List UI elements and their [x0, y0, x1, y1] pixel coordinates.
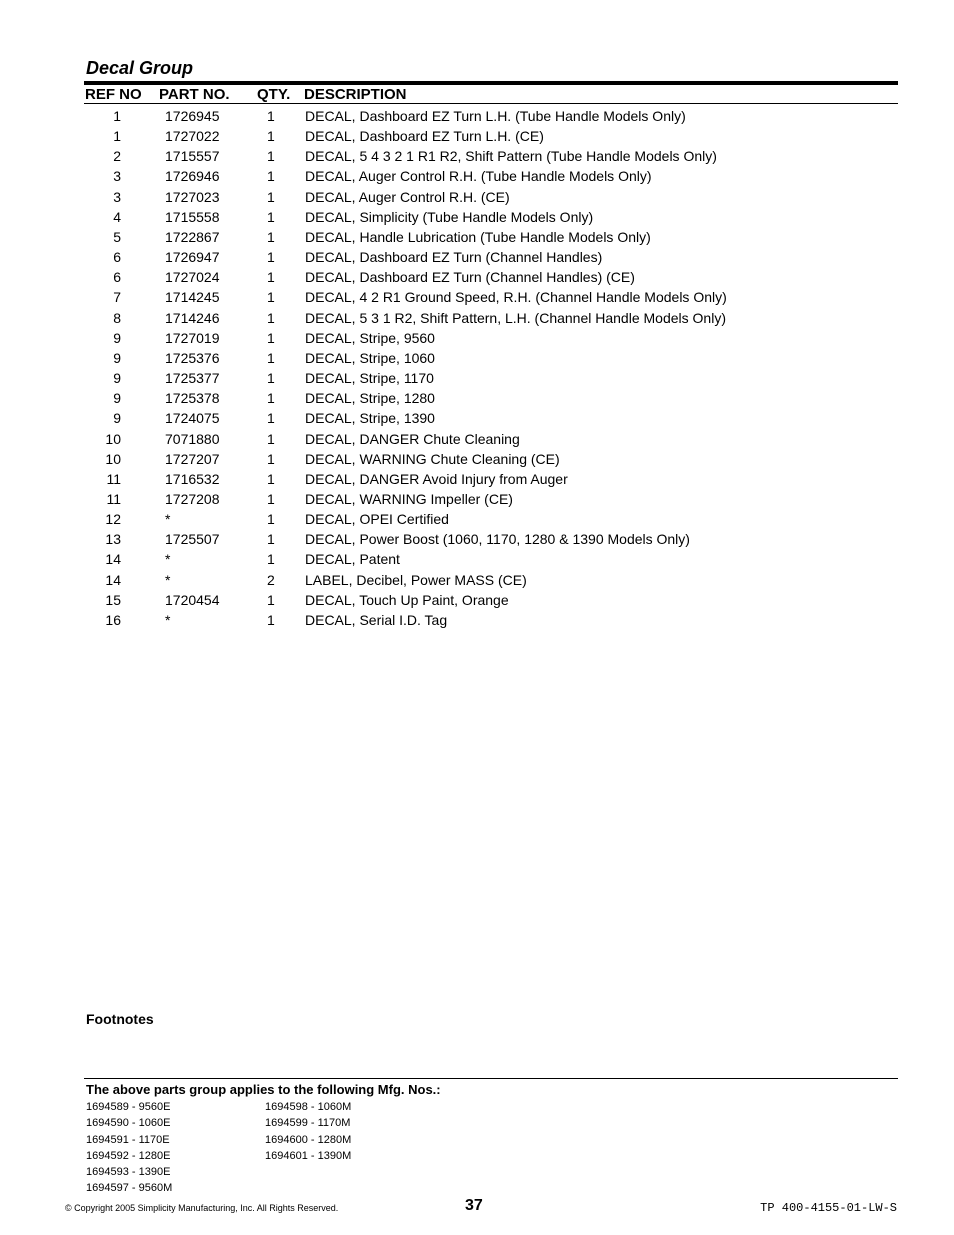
- mfg-number: 1694599 - 1170M: [265, 1117, 351, 1130]
- part-no-cell: *: [165, 511, 171, 528]
- part-no-cell: 7071880: [165, 430, 220, 447]
- table-row: [0, 408, 954, 428]
- table-row: [0, 328, 954, 348]
- part-no-cell: 1726947: [165, 249, 220, 266]
- qty-cell: 1: [267, 551, 275, 568]
- qty-cell: 1: [267, 430, 275, 447]
- ref-no-cell: 8: [113, 309, 121, 326]
- table-row: [0, 388, 954, 408]
- part-no-cell: 1727022: [165, 128, 220, 145]
- table-row: [0, 267, 954, 287]
- header-description: DESCRIPTION: [304, 86, 407, 103]
- table-row: [0, 247, 954, 267]
- ref-no-cell: 9: [113, 370, 121, 387]
- ref-no-cell: 1: [113, 128, 121, 145]
- qty-cell: 1: [267, 309, 275, 326]
- table-row: [0, 570, 954, 590]
- qty-cell: 1: [267, 289, 275, 306]
- table-row: [0, 207, 954, 227]
- mfg-number: 1694601 - 1390M: [265, 1149, 352, 1162]
- mfg-number: 1694598 - 1060M: [265, 1101, 352, 1113]
- mfg-number: 1694589 - 9560E: [86, 1101, 171, 1113]
- mfg-number: 1694591 - 1170E: [86, 1133, 170, 1146]
- qty-cell: 1: [267, 410, 275, 427]
- description-cell: DECAL, DANGER Chute Cleaning: [305, 430, 520, 447]
- header-rule: [84, 103, 898, 104]
- ref-no-cell: 7: [113, 289, 121, 306]
- description-cell: DECAL, Stripe, 1390: [305, 410, 435, 427]
- ref-no-cell: 11: [106, 490, 121, 507]
- description-cell: DECAL, Simplicity (Tube Handle Models Only): [305, 208, 594, 225]
- description-cell: DECAL, WARNING Chute Cleaning (CE): [305, 450, 560, 467]
- ref-no-cell: 9: [113, 390, 121, 407]
- table-row: [0, 509, 954, 529]
- description-cell: DECAL, Dashboard EZ Turn L.H. (CE): [305, 128, 544, 145]
- qty-cell: 1: [267, 450, 275, 467]
- ref-no-cell: 6: [113, 269, 121, 286]
- description-cell: DECAL, Dashboard EZ Turn L.H. (Tube Handle Models Only): [305, 108, 686, 124]
- part-no-cell: *: [165, 611, 171, 628]
- description-cell: DECAL, Power Boost (1060, 1170, 1280 & 1390 Models Only): [305, 531, 690, 548]
- table-row: [0, 469, 954, 489]
- table-row: [0, 146, 954, 166]
- qty-cell: 1: [267, 329, 275, 346]
- header-part-no: PART NO.: [159, 86, 230, 103]
- qty-cell: 1: [267, 108, 275, 124]
- table-row: [0, 287, 954, 307]
- ref-no-cell: 1: [113, 108, 121, 124]
- description-cell: DECAL, Dashboard EZ Turn (Channel Handles) (CE): [305, 269, 635, 286]
- ref-no-cell: 15: [105, 591, 121, 608]
- qty-cell: 1: [267, 370, 275, 387]
- qty-cell: 1: [267, 591, 275, 608]
- ref-no-cell: 9: [113, 349, 121, 366]
- qty-cell: 1: [267, 390, 275, 407]
- ref-no-cell: 3: [113, 168, 121, 185]
- part-no-cell: 1726946: [165, 168, 220, 185]
- mfg-number: 1694593 - 1390E: [86, 1166, 171, 1179]
- mfg-number: 1694592 - 1280E: [86, 1149, 171, 1162]
- table-row: [0, 308, 954, 328]
- part-no-cell: 1714246: [165, 309, 220, 326]
- qty-cell: 1: [267, 611, 275, 628]
- part-no-cell: 1727019: [165, 329, 220, 346]
- ref-no-cell: 3: [113, 188, 121, 205]
- qty-cell: 1: [267, 148, 275, 165]
- part-no-cell: 1725378: [165, 390, 220, 407]
- mfg-heading: The above parts group applies to the following Mfg. Nos.:: [86, 1082, 441, 1097]
- description-cell: DECAL, Stripe, 1060: [305, 349, 435, 366]
- qty-cell: 1: [267, 249, 275, 266]
- ref-no-cell: 10: [105, 450, 121, 467]
- qty-cell: 1: [267, 228, 275, 245]
- description-cell: DECAL, Handle Lubrication (Tube Handle Models Only): [305, 228, 651, 245]
- ref-no-cell: 12: [105, 511, 121, 528]
- table-row: [0, 610, 954, 630]
- part-no-cell: *: [165, 551, 171, 568]
- description-cell: LABEL, Decibel, Power MASS (CE): [305, 571, 527, 588]
- table-row: [0, 368, 954, 388]
- table-row: [0, 106, 954, 126]
- part-no-cell: 1722867: [165, 228, 220, 245]
- qty-cell: 1: [267, 490, 275, 507]
- table-row: [0, 489, 954, 509]
- mfg-list-left: [86, 1099, 172, 1197]
- table-row: [0, 187, 954, 207]
- qty-cell: 1: [267, 168, 275, 185]
- description-cell: DECAL, 5 4 3 2 1 R1 R2, Shift Pattern (Tube Handle Models Only): [305, 148, 717, 165]
- qty-cell: 1: [267, 531, 275, 548]
- description-cell: DECAL, Touch Up Paint, Orange: [305, 591, 509, 608]
- part-no-cell: 1716532: [165, 470, 220, 487]
- ref-no-cell: 9: [113, 410, 121, 427]
- part-no-cell: 1727023: [165, 188, 220, 205]
- qty-cell: 1: [267, 188, 275, 205]
- mfg-number: 1694590 - 1060E: [86, 1117, 171, 1130]
- table-row: [0, 529, 954, 549]
- title-rule: [84, 81, 898, 85]
- qty-cell: 2: [267, 571, 275, 588]
- ref-no-cell: 2: [113, 148, 121, 165]
- ref-no-cell: 5: [113, 228, 121, 245]
- qty-cell: 1: [267, 208, 275, 225]
- ref-no-cell: 11: [106, 470, 121, 487]
- footnotes-label: Footnotes: [86, 1011, 154, 1027]
- table-row: [0, 348, 954, 368]
- ref-no-cell: 10: [105, 430, 121, 447]
- description-cell: DECAL, Dashboard EZ Turn (Channel Handles): [305, 249, 603, 266]
- mfg-number: 1694597 - 9560M: [86, 1182, 173, 1195]
- qty-cell: 1: [267, 470, 275, 487]
- description-cell: DECAL, DANGER Avoid Injury from Auger: [305, 470, 568, 487]
- qty-cell: 1: [267, 269, 275, 286]
- qty-cell: 1: [267, 128, 275, 145]
- description-cell: DECAL, Auger Control R.H. (Tube Handle Models Only): [305, 168, 652, 185]
- copyright-text: © Copyright 2005 Simplicity Manufacturing, Inc. All Rights Reserved.: [65, 1203, 339, 1213]
- table-row: [0, 449, 954, 469]
- header-ref-no: REF NO: [85, 86, 142, 103]
- part-no-cell: 1725377: [165, 370, 220, 387]
- document-id: TP 400-4155-01-LW-S: [760, 1201, 897, 1215]
- part-no-cell: 1726945: [165, 108, 220, 124]
- description-cell: DECAL, Stripe, 1280: [305, 390, 435, 407]
- ref-no-cell: 14: [105, 551, 121, 568]
- part-no-cell: 1725507: [165, 531, 220, 548]
- ref-no-cell: 9: [113, 329, 121, 346]
- part-no-cell: 1727207: [165, 450, 220, 467]
- description-cell: DECAL, Stripe, 9560: [305, 329, 435, 346]
- table-row: [0, 227, 954, 247]
- table-row: [0, 166, 954, 186]
- parts-table: [0, 106, 954, 630]
- page-title: Decal Group: [86, 58, 194, 78]
- part-no-cell: *: [165, 571, 171, 588]
- description-cell: DECAL, Stripe, 1170: [305, 370, 434, 387]
- description-cell: DECAL, Serial I.D. Tag: [305, 611, 448, 628]
- part-no-cell: 1715557: [165, 148, 220, 165]
- description-cell: DECAL, Patent: [305, 551, 400, 568]
- mfg-number: 1694600 - 1280M: [265, 1133, 352, 1146]
- description-cell: DECAL, Auger Control R.H. (CE): [305, 188, 510, 205]
- part-no-cell: 1727208: [165, 490, 220, 507]
- part-no-cell: 1715558: [165, 208, 220, 225]
- table-row: [0, 549, 954, 569]
- description-cell: DECAL, WARNING Impeller (CE): [305, 490, 513, 507]
- table-row: [0, 590, 954, 610]
- ref-no-cell: 16: [105, 611, 121, 628]
- part-no-cell: 1720454: [165, 591, 220, 608]
- ref-no-cell: 6: [113, 249, 121, 266]
- description-cell: DECAL, 4 2 R1 Ground Speed, R.H. (Channel Handle Models Only): [305, 289, 727, 306]
- table-row: [0, 126, 954, 146]
- part-no-cell: 1725376: [165, 349, 220, 366]
- part-no-cell: 1724075: [165, 410, 220, 427]
- header-qty: QTY.: [257, 86, 291, 103]
- page-number: 37: [465, 1197, 483, 1214]
- description-cell: DECAL, OPEI Certified: [305, 511, 449, 528]
- qty-cell: 1: [267, 511, 275, 528]
- table-row: [0, 429, 954, 449]
- part-no-cell: 1714245: [165, 289, 220, 306]
- qty-cell: 1: [267, 349, 275, 366]
- part-no-cell: 1727024: [165, 269, 220, 286]
- ref-no-cell: 14: [105, 571, 121, 588]
- description-cell: DECAL, 5 3 1 R2, Shift Pattern, L.H. (Channel Handle Models Only): [305, 309, 726, 326]
- ref-no-cell: 4: [113, 208, 121, 225]
- mfg-rule: [84, 1078, 898, 1079]
- ref-no-cell: 13: [105, 531, 121, 548]
- mfg-list-right: [265, 1099, 351, 1164]
